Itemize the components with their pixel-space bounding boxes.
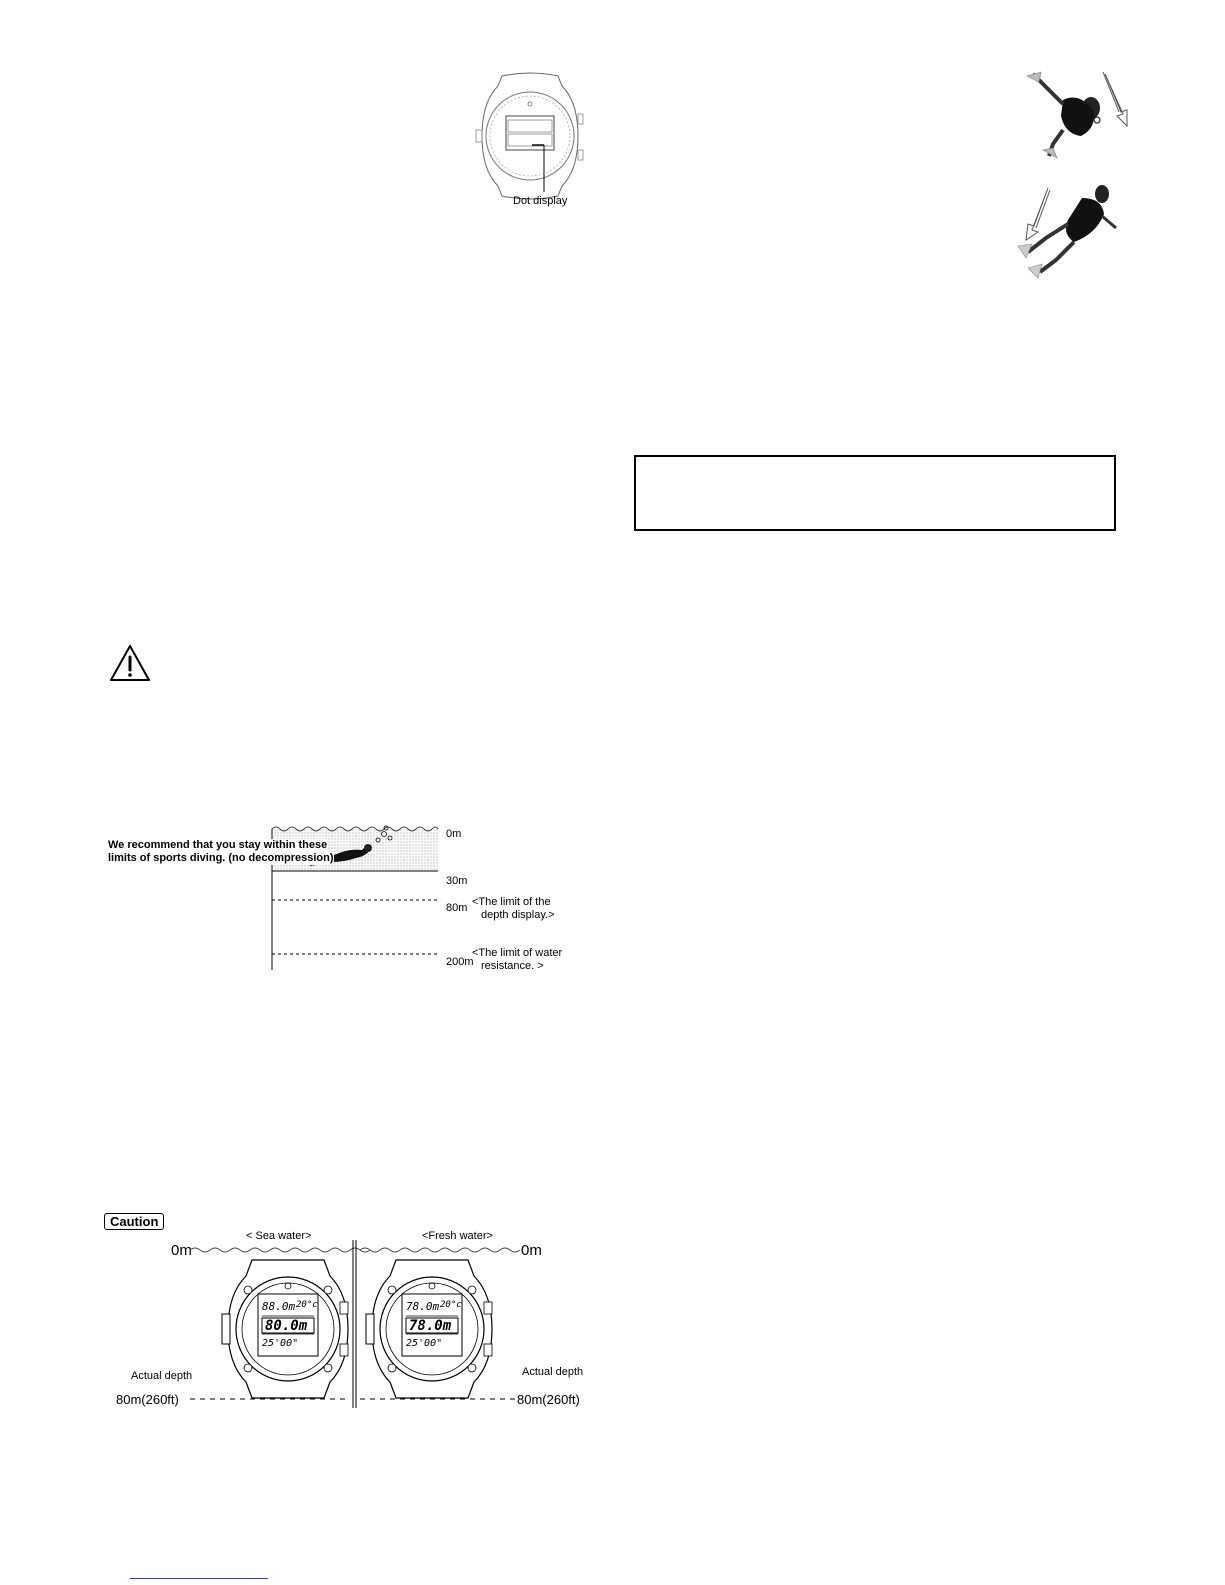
sea-lcd-temp: 20°c [296,1300,318,1310]
sea-surface-label: 0m [171,1242,192,1259]
recommendation-line-1: We recommend that you stay within these [108,839,328,851]
diver-descending-icon [1023,70,1133,160]
warning-icon [108,643,152,683]
caution-tag: Caution [104,1213,164,1230]
fresh-lcd-top-depth: 78.0m [406,1300,440,1313]
watch-face-diagram [474,72,586,200]
dot-display-label: Dot display [513,195,568,207]
sea-water-title: < Sea water> [246,1230,312,1242]
fresh-actual-depth-value: 80m(260ft) [517,1392,580,1407]
depth-note-80m-line-2: depth display.> [481,909,555,921]
fresh-water-title: <Fresh water> [422,1230,493,1242]
fresh-lcd-temp: 20°c [440,1300,462,1310]
depth-label-80m: 80m [446,902,468,914]
depth-note-80m-line-1: <The limit of the [472,896,551,908]
sea-lcd-top-depth: 88.0m [262,1300,296,1313]
fresh-surface-label: 0m [521,1242,542,1259]
depth-label-30m: 30m [446,875,468,887]
depth-note-200m-line-2: resistance. > [481,960,544,972]
diver-ascending-icon [1012,180,1132,280]
diver-ascending-illustration [1012,180,1132,280]
sea-lcd-time: 25'00" [262,1338,299,1349]
sea-actual-depth-value: 80m(260ft) [116,1392,179,1407]
depth-note-200m-line-1: <The limit of water [472,947,563,959]
fresh-lcd-time: 25'00" [406,1338,443,1349]
depth-label-200m: 200m [446,956,474,968]
fresh-actual-depth-label: Actual depth [522,1366,584,1378]
footer-rule [130,1578,268,1579]
recommendation-line-2: limits of sports diving. (no decompression) [108,852,334,864]
watch-outline-icon [474,72,586,200]
sea-lcd-main-depth: 80.0m [265,1318,308,1334]
depth-label-0m: 0m [446,828,462,840]
fresh-lcd-main-depth: 78.0m [409,1318,452,1334]
notice-box [634,455,1116,531]
sea-actual-depth-label: Actual depth [131,1370,193,1382]
diver-descending-illustration [1023,70,1133,160]
